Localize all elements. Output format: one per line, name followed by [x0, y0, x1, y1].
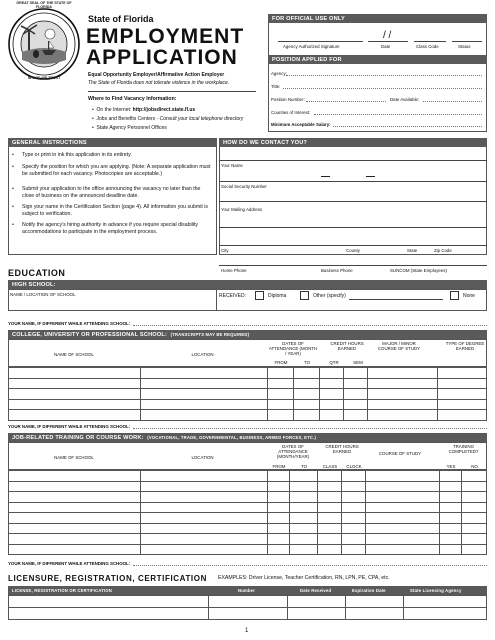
job-training-note: (VOCATIONAL, TRADE, GOVERNMENTAL, BUSINESS, ARMED FORCES, ETC.) — [147, 435, 317, 440]
job-training-row[interactable] — [9, 481, 487, 492]
college-table — [8, 367, 487, 421]
transcripts-note: (TRANSCRIPTS MAY BE REQUIRED) — [170, 332, 250, 337]
licensure-heading: LICENSURE, REGISTRATION, CERTIFICATION — [8, 574, 207, 583]
high-school-bar: HIGH SCHOOL: — [8, 280, 487, 289]
college-major-header: MAJOR / MINOR COURSE OF STUDY — [377, 341, 421, 352]
official-date-field[interactable] — [368, 41, 408, 42]
college-name-if-different-label: YOUR NAME, IF DIFFERENT WHILE ATTENDING SCHOOL: — [8, 424, 131, 429]
job-yes-header: YES — [446, 464, 456, 469]
instruction-item-1: • Type or print in ink this application in its entirety. — [12, 152, 132, 158]
official-date-label: Date — [381, 44, 391, 49]
college-degree-header: TYPE OF DEGREE EARNED — [445, 341, 485, 352]
college-qtr-header: QTR — [329, 360, 339, 365]
job-clock-header: CLOCK — [346, 464, 362, 469]
licensure-header-bar — [8, 586, 487, 595]
license-agency-header: State Licensing Agency — [410, 588, 462, 593]
official-use-bar: FOR OFFICIAL USE ONLY — [268, 14, 487, 23]
job-no-header: NO — [471, 464, 478, 469]
vacancy-heading: Where to Find Vacancy Information: — [88, 96, 177, 102]
job-training-table — [8, 470, 487, 555]
state-name: State of Florida — [88, 14, 154, 24]
vacancy-item-3-text: State Agency Personnel Offices — [96, 125, 167, 131]
job-training-row[interactable] — [9, 502, 487, 513]
position-applied-bar: POSITION APPLIED FOR — [268, 55, 487, 64]
job-class-header: CLASS — [322, 464, 338, 469]
job-training-bar: JOB-RELATED TRAINING OR COURSE WORK: (VOCATIONAL, TRADE, GOVERNMENTAL, BUSINESS, ARMED FORCES, ETC.) — [8, 433, 487, 442]
hs-name-if-different-field[interactable] — [133, 325, 487, 326]
county-label: County — [346, 248, 360, 253]
contact-box — [219, 138, 487, 255]
form-title-line1: EMPLOYMENT — [86, 25, 245, 48]
agency-label: Agency: — [271, 71, 287, 76]
job-name-header: NAME OF SCHOOL — [54, 455, 94, 460]
hs-name-if-different-label: YOUR NAME, IF DIFFERENT WHILE ATTENDING SCHOOL: — [8, 321, 131, 326]
college-row[interactable] — [9, 399, 487, 410]
ssn-field[interactable] — [219, 201, 487, 202]
college-bar: COLLEGE, UNIVERSITY OR PROFESSIONAL SCHOOL: (TRANSCRIPTS MAY BE REQUIRED) — [8, 330, 487, 339]
job-training-row[interactable] — [9, 523, 487, 534]
job-credit-header: CREDIT HOURS EARNED — [325, 444, 359, 455]
seal-text: GREAT SEAL OF THE STATE OF FLORIDA — [16, 1, 72, 10]
college-dates-header: DATES OF ATTENDANCE (MONTH / YEAR) — [268, 341, 318, 357]
college-from-header: FROM — [274, 360, 288, 365]
min-salary-label: Minimum Acceptable Salary: — [271, 122, 331, 127]
education-heading: EDUCATION — [8, 268, 66, 278]
phone-field[interactable] — [219, 265, 487, 266]
official-class-code-field[interactable] — [414, 41, 446, 42]
job-training-row[interactable] — [9, 534, 487, 545]
business-phone-label: Business Phone — [321, 268, 353, 273]
agency-field[interactable] — [286, 75, 482, 76]
job-training-row[interactable] — [9, 544, 487, 555]
license-name-header: LICENSE, REGISTRATION OR CERTIFICATION — [12, 588, 113, 593]
home-phone-label: Home Phone — [221, 268, 247, 273]
counties-label: Counties of Interest: — [271, 110, 311, 115]
diploma-checkbox[interactable] — [255, 291, 264, 300]
vacancy-item-2-suffix: Consult your local telephone directory — [159, 116, 244, 122]
suncom-label: SUNCOM (State Employees) — [390, 268, 447, 273]
received-label: RECEIVED: — [219, 293, 246, 299]
your-name-label: Your Name — [221, 163, 243, 168]
job-location-header: LOCATION — [191, 455, 214, 460]
college-name-header: NAME OF SCHOOL — [54, 352, 94, 357]
title-label: Title: — [271, 84, 281, 89]
vacancy-item-1: • On the Internet: http://jobsdirect.state.fl.us — [92, 107, 196, 113]
city-label: City — [221, 248, 229, 253]
job-dates-header: DATES OF ATTENDANCE (MONTH/YEAR) — [276, 444, 310, 460]
licensure-examples: EXAMPLES: Driver License, Teacher Certification, RN, LPN, PE, CPA, etc. — [218, 575, 390, 581]
title-field[interactable] — [283, 88, 482, 89]
date-available-field[interactable] — [423, 101, 482, 102]
vacancy-item-2: • Jobs and Benefits Centers - Consult your local telephone directory — [92, 116, 244, 122]
college-row[interactable] — [9, 410, 487, 421]
job-from-header: FROM — [272, 464, 286, 469]
instruction-item-2: • Specify the position for which you are applying. (Note: A separate application must be submitted for each vacancy. Photocopies are acceptable.) — [12, 164, 211, 177]
date-available-label: Date Available: — [390, 97, 420, 102]
other-label: Other (specify) — [313, 293, 346, 299]
college-row[interactable] — [9, 368, 487, 379]
instruction-item-3: • Submit your application to the office announcing the vacancy no later than the close of business on the announced deadline date. — [12, 186, 201, 199]
job-training-completed-header: TRAINING COMPLETED? — [448, 444, 479, 455]
name-separator-2 — [366, 176, 375, 177]
vacancy-item-2-prefix: Jobs and Benefits Centers - — [96, 116, 159, 122]
license-expiration-header: Expiration Date — [352, 588, 386, 593]
other-checkbox[interactable] — [300, 291, 309, 300]
hs-name-location-label: NAME / LOCATION OF SCHOOL — [10, 292, 76, 297]
license-date-received-header: Date Received — [300, 588, 332, 593]
job-name-if-different-label: YOUR NAME, IF DIFFERENT WHILE ATTENDING SCHOOL: — [8, 561, 131, 566]
job-training-row[interactable] — [9, 492, 487, 503]
official-signature-label: Agency Authorized Signature — [283, 44, 340, 49]
vacancy-url-link[interactable]: http://jobsdirect.state.fl.us — [132, 107, 196, 113]
position-number-label: Position Number: — [271, 97, 305, 102]
ssn-label: Social Security Number — [221, 184, 267, 189]
job-training-row[interactable] — [9, 513, 487, 524]
official-status-label: Status — [458, 44, 471, 49]
seal-motto: IN GOD WE TRUST — [27, 76, 61, 80]
vacancy-item-1-prefix: On the Internet: — [96, 107, 132, 113]
counties-field[interactable] — [314, 114, 482, 115]
high-school-box — [8, 289, 487, 311]
college-to-header: TO — [303, 360, 311, 365]
none-checkbox[interactable] — [450, 291, 459, 300]
instructions-bar: GENERAL INSTRUCTIONS — [8, 138, 217, 147]
vacancy-item-3: • State Agency Personnel Offices — [92, 125, 167, 131]
official-date-slashes[interactable]: / / — [383, 30, 392, 41]
city-field[interactable] — [219, 245, 487, 246]
state-seal — [8, 8, 80, 80]
other-specify-field[interactable] — [349, 299, 443, 300]
official-status-field[interactable] — [452, 41, 482, 42]
none-label: None — [463, 293, 475, 299]
instruction-item-4: • Sign your name in the Certification Section (page 4). All information you submit is subject to verification. — [12, 204, 208, 217]
license-row[interactable] — [9, 608, 487, 620]
header-divider — [88, 91, 256, 92]
diploma-label: Diploma — [268, 293, 287, 299]
official-signature-field[interactable] — [278, 41, 363, 42]
name-field-line-top — [219, 160, 487, 161]
college-row[interactable] — [9, 378, 487, 389]
form-title-line2: APPLICATION — [86, 46, 238, 69]
page-number: 1 — [245, 628, 249, 634]
contact-bar: HOW DO WE CONTACT YOU? — [219, 138, 487, 147]
college-row[interactable] — [9, 389, 487, 400]
instruction-item-5: • Notify the agency's hiring authority in advance if you require special disability accommodations to participate in the employment process. — [12, 222, 199, 235]
zip-label: Zip Code — [434, 248, 452, 253]
job-course-header: COURSE OF STUDY — [378, 451, 422, 456]
college-name-if-different-field[interactable] — [133, 428, 487, 429]
min-salary-field[interactable] — [333, 126, 482, 127]
state-label: State — [407, 248, 418, 253]
your-name-field[interactable] — [219, 181, 487, 182]
position-number-field[interactable] — [306, 101, 386, 102]
job-to-header: TO — [300, 464, 308, 469]
license-row[interactable] — [9, 596, 487, 608]
college-location-header: LOCATION — [191, 352, 214, 357]
eeo-statement: Equal Opportunity Employer/Affirmative Action Employer — [88, 72, 225, 78]
mailing-field[interactable] — [219, 227, 487, 228]
licensure-table — [8, 595, 487, 620]
violence-statement: The State of Florida does not tolerate violence in the workplace. — [88, 80, 230, 86]
license-number-header: Number — [238, 588, 256, 593]
hs-divider — [216, 289, 217, 311]
college-sem-header: SEM — [353, 360, 363, 365]
mailing-label: Your Mailing Address — [221, 207, 263, 212]
name-separator-1 — [321, 176, 330, 177]
job-name-if-different-field[interactable] — [133, 565, 487, 566]
college-credit-header: CREDIT HOURS EARNED — [330, 341, 364, 352]
job-training-row[interactable] — [9, 471, 487, 482]
official-class-code-label: Class Code — [416, 44, 439, 49]
